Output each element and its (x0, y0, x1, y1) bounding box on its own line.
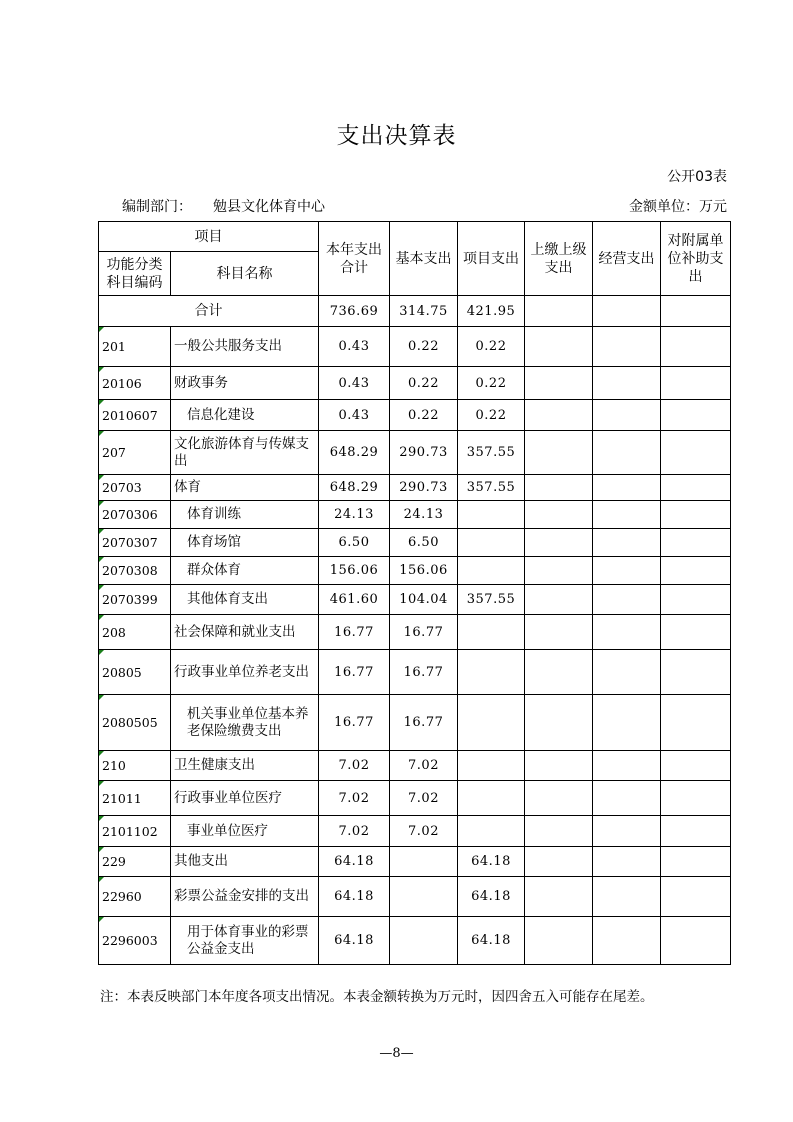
table-row (99, 847, 731, 877)
business-amount (593, 877, 661, 917)
table-row (99, 327, 731, 367)
subject-code: 229 (99, 847, 171, 877)
subject-name: 事业单位医疗 (171, 816, 319, 847)
header-project: 项目 (99, 222, 319, 252)
table-row (99, 431, 731, 475)
project-amount: 357.55 (458, 475, 525, 501)
business-amount (593, 529, 661, 557)
upper-amount (525, 847, 593, 877)
subject-name: 用于体育事业的彩票公益金支出 (171, 917, 319, 965)
basic-amount: 290.73 (390, 431, 458, 475)
header-basic: 基本支出 (390, 222, 458, 296)
subject-code: 2080505 (99, 695, 171, 751)
subsidy-amount (661, 367, 731, 400)
project-amount: 64.18 (458, 847, 525, 877)
subsidy-amount (661, 877, 731, 917)
basic-amount (390, 847, 458, 877)
project-amount (458, 529, 525, 557)
subject-name: 卫生健康支出 (171, 751, 319, 781)
upper-amount (525, 400, 593, 431)
subject-name: 财政事务 (171, 367, 319, 400)
project-amount: 0.22 (458, 327, 525, 367)
subject-code: 20805 (99, 650, 171, 695)
table-row (99, 557, 731, 585)
total-basic: 314.75 (390, 296, 458, 327)
total-amount: 6.50 (319, 529, 390, 557)
business-amount (593, 917, 661, 965)
business-amount (593, 557, 661, 585)
subject-code: 2070308 (99, 557, 171, 585)
table-row (99, 585, 731, 615)
total-business (593, 296, 661, 327)
header-project-expenditure: 项目支出 (458, 222, 525, 296)
total-amount: 16.77 (319, 615, 390, 650)
subject-name: 一般公共服务支出 (171, 327, 319, 367)
table-row (99, 695, 731, 751)
project-amount (458, 557, 525, 585)
business-amount (593, 781, 661, 816)
upper-amount (525, 917, 593, 965)
business-amount (593, 431, 661, 475)
subsidy-amount (661, 529, 731, 557)
upper-amount (525, 557, 593, 585)
subject-name: 机关事业单位基本养老保险缴费支出 (171, 695, 319, 751)
subject-code: 2070306 (99, 501, 171, 529)
project-amount (458, 695, 525, 751)
subject-code: 20703 (99, 475, 171, 501)
department-label: 编制部门： (122, 199, 192, 215)
table-row (99, 529, 731, 557)
project-amount: 357.55 (458, 585, 525, 615)
subject-name: 其他支出 (171, 847, 319, 877)
subject-name: 其他体育支出 (171, 585, 319, 615)
total-amount: 648.29 (319, 475, 390, 501)
business-amount (593, 615, 661, 650)
subsidy-amount (661, 650, 731, 695)
business-amount (593, 816, 661, 847)
project-amount (458, 816, 525, 847)
basic-amount: 0.22 (390, 367, 458, 400)
total-amount: 7.02 (319, 781, 390, 816)
subject-name: 体育 (171, 475, 319, 501)
upper-amount (525, 751, 593, 781)
subsidy-amount (661, 615, 731, 650)
table-row (99, 877, 731, 917)
table-row (99, 751, 731, 781)
subject-code: 2070307 (99, 529, 171, 557)
subject-code: 201 (99, 327, 171, 367)
upper-amount (525, 529, 593, 557)
upper-amount (525, 695, 593, 751)
basic-amount: 7.02 (390, 751, 458, 781)
basic-amount: 7.02 (390, 816, 458, 847)
total-amount: 64.18 (319, 877, 390, 917)
header-business: 经营支出 (593, 222, 661, 296)
subject-name: 信息化建设 (171, 400, 319, 431)
table-row (99, 615, 731, 650)
subject-code: 210 (99, 751, 171, 781)
upper-amount (525, 475, 593, 501)
subject-code: 208 (99, 615, 171, 650)
upper-amount (525, 650, 593, 695)
business-amount (593, 751, 661, 781)
subject-name: 体育训练 (171, 501, 319, 529)
subsidy-amount (661, 557, 731, 585)
subsidy-amount (661, 695, 731, 751)
table-row (99, 816, 731, 847)
total-amount: 64.18 (319, 917, 390, 965)
subject-name: 行政事业单位医疗 (171, 781, 319, 816)
subsidy-amount (661, 585, 731, 615)
business-amount (593, 585, 661, 615)
subsidy-amount (661, 501, 731, 529)
subject-code: 2101102 (99, 816, 171, 847)
amount-unit: 金额单位：万元 (629, 199, 727, 215)
project-amount: 0.22 (458, 400, 525, 431)
table-row (99, 367, 731, 400)
total-label: 合计 (99, 296, 319, 327)
subject-code: 22960 (99, 877, 171, 917)
total-amount: 7.02 (319, 751, 390, 781)
subject-code: 2296003 (99, 917, 171, 965)
subject-name: 社会保障和就业支出 (171, 615, 319, 650)
upper-amount (525, 327, 593, 367)
basic-amount: 7.02 (390, 781, 458, 816)
subject-name: 文化旅游体育与传媒支出 (171, 431, 319, 475)
total-amount: 0.43 (319, 367, 390, 400)
total-row (99, 296, 731, 327)
project-amount: 64.18 (458, 877, 525, 917)
basic-amount: 16.77 (390, 650, 458, 695)
business-amount (593, 400, 661, 431)
upper-amount (525, 501, 593, 529)
table-row (99, 400, 731, 431)
header-upper: 上缴上级支出 (525, 222, 593, 296)
total-amount: 16.77 (319, 695, 390, 751)
basic-amount: 16.77 (390, 695, 458, 751)
total-amount: 648.29 (319, 431, 390, 475)
business-amount (593, 475, 661, 501)
meta-row (122, 196, 727, 216)
subject-code: 207 (99, 431, 171, 475)
total-amount: 736.69 (319, 296, 390, 327)
subsidy-amount (661, 917, 731, 965)
subsidy-amount (661, 400, 731, 431)
header-total: 本年支出合计 (319, 222, 390, 296)
basic-amount (390, 917, 458, 965)
project-amount: 64.18 (458, 917, 525, 965)
business-amount (593, 367, 661, 400)
upper-amount (525, 585, 593, 615)
upper-amount (525, 781, 593, 816)
table-row (99, 501, 731, 529)
project-amount (458, 501, 525, 529)
subsidy-amount (661, 847, 731, 877)
basic-amount: 104.04 (390, 585, 458, 615)
subsidy-amount (661, 431, 731, 475)
table-row (99, 475, 731, 501)
subsidy-amount (661, 816, 731, 847)
subsidy-amount (661, 475, 731, 501)
footnote: 注：本表反映部门本年度各项支出情况。本表金额转换为万元时，因四舍五入可能存在尾差。 (100, 989, 654, 1005)
basic-amount: 16.77 (390, 615, 458, 650)
project-amount (458, 781, 525, 816)
business-amount (593, 847, 661, 877)
project-amount (458, 650, 525, 695)
project-amount (458, 615, 525, 650)
form-number: 公开03表 (667, 169, 727, 185)
subject-name: 群众体育 (171, 557, 319, 585)
page-number: —8— (379, 1046, 414, 1061)
project-amount: 357.55 (458, 431, 525, 475)
subject-name: 体育场馆 (171, 529, 319, 557)
header-name: 科目名称 (171, 252, 319, 296)
header-code: 功能分类科目编码 (99, 252, 171, 296)
total-upper (525, 296, 593, 327)
basic-amount: 6.50 (390, 529, 458, 557)
department-value: 勉县文化体育中心 (213, 199, 325, 215)
table-row (99, 781, 731, 816)
business-amount (593, 650, 661, 695)
total-amount: 461.60 (319, 585, 390, 615)
basic-amount: 24.13 (390, 501, 458, 529)
subject-name: 彩票公益金安排的支出 (171, 877, 319, 917)
basic-amount: 290.73 (390, 475, 458, 501)
subject-name: 行政事业单位养老支出 (171, 650, 319, 695)
total-amount: 0.43 (319, 400, 390, 431)
total-amount: 0.43 (319, 327, 390, 367)
business-amount (593, 501, 661, 529)
expenditure-table (98, 221, 731, 965)
table-row (99, 650, 731, 695)
business-amount (593, 695, 661, 751)
upper-amount (525, 615, 593, 650)
subsidy-amount (661, 327, 731, 367)
basic-amount: 0.22 (390, 327, 458, 367)
subsidy-amount (661, 781, 731, 816)
subsidy-amount (661, 751, 731, 781)
subject-code: 21011 (99, 781, 171, 816)
total-amount: 7.02 (319, 816, 390, 847)
page-title: 支出决算表 (336, 123, 457, 149)
basic-amount: 156.06 (390, 557, 458, 585)
total-amount: 16.77 (319, 650, 390, 695)
table-row (99, 917, 731, 965)
project-amount (458, 751, 525, 781)
header-subsidy: 对附属单位补助支出 (661, 222, 731, 296)
upper-amount (525, 367, 593, 400)
basic-amount (390, 877, 458, 917)
basic-amount: 0.22 (390, 400, 458, 431)
total-amount: 156.06 (319, 557, 390, 585)
total-amount: 24.13 (319, 501, 390, 529)
total-amount: 64.18 (319, 847, 390, 877)
business-amount (593, 327, 661, 367)
total-subsidy (661, 296, 731, 327)
upper-amount (525, 816, 593, 847)
upper-amount (525, 431, 593, 475)
total-project: 421.95 (458, 296, 525, 327)
project-amount: 0.22 (458, 367, 525, 400)
upper-amount (525, 877, 593, 917)
subject-code: 20106 (99, 367, 171, 400)
subject-code: 2070399 (99, 585, 171, 615)
subject-code: 2010607 (99, 400, 171, 431)
